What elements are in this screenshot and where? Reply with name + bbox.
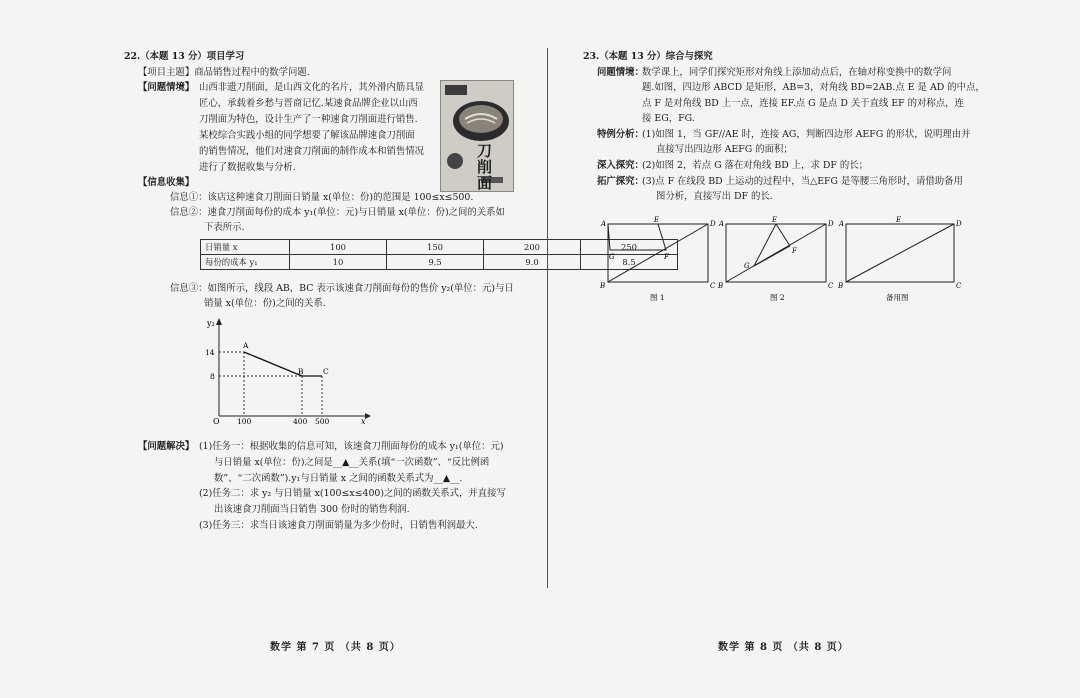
q22-info3-line2: 销量 x(单位：份)之间的关系. [204, 298, 326, 309]
tick-label: 100 [237, 417, 252, 426]
vertex-label: D [710, 220, 716, 228]
table-cell: 日销量 x [201, 240, 290, 255]
vertex-label: C [828, 282, 834, 290]
table-cell: 250 [581, 240, 678, 255]
vertex-label: D [956, 220, 962, 228]
q22-theme: 【项目主题】商品销售过程中的数学问题. [138, 67, 310, 78]
vertex-label: A [839, 220, 845, 228]
q22-task1-line1: (1)任务一：根据收集的信息可知，该速食刀削面每份的成本 y₁(单位：元) [199, 441, 504, 452]
x-axis-label: x [361, 417, 366, 426]
q23-deep-label: 深入探究： [597, 160, 644, 171]
page-footer-right: 数学 第 8 页 （共 8 页） [718, 642, 849, 653]
table-cell: 150 [387, 240, 484, 255]
q22-task1-line2: 与日销量 x(单位：份)之间是__▲__关系(填“一次函数”、“反比例函 [214, 457, 490, 468]
x-axis-arrow-icon [365, 413, 371, 419]
y-axis-arrow-icon [216, 318, 222, 325]
tick-label: 500 [315, 417, 330, 426]
vertex-label: C [956, 282, 962, 290]
vertex-label: B [600, 282, 606, 290]
figure-1 [598, 212, 725, 302]
q22-situation-line: 的销售情况，他们对速食刀削面的制作成本和销售情况 [199, 146, 425, 157]
q22-info3-line1: 信息③：如图所示，线段 AB，BC 表示该速食刀削面每份的售价 y₂(单位：元)与日 [170, 283, 514, 294]
q23-situation-line: 点 F 是对角线 BD 上一点，连接 EF.点 G 是点 D 关于直线 EF 的对称点，连 [642, 98, 964, 109]
q23-situation-line: 接 EG，FG. [642, 113, 695, 124]
q22-situation-line: 山西非遗刀削面，是山西文化的名片，其外滑内筋具显 [199, 82, 425, 93]
q22-situation-line: 刀削面为特色，设计生产了一种速食刀削面进行销售. [199, 114, 418, 125]
product-photo-title: 刀削面 [477, 142, 493, 192]
page-divider [547, 48, 548, 588]
q22-info2-line1: 信息②：速食刀削面每份的成本 y₁(单位：元)与日销量 x(单位：份)之间的关系如 [170, 207, 505, 218]
table-cell: 200 [484, 240, 581, 255]
segment-ab [244, 352, 302, 376]
q23-special-line2: 直接写出四边形 AEFG 的面积； [656, 144, 793, 155]
figure-backup [836, 212, 968, 302]
q22-info2-line2: 下表所示. [204, 222, 245, 233]
vertex-label: F [664, 253, 669, 261]
product-photo [440, 80, 514, 192]
point-a-label: A [243, 341, 249, 350]
figure-2 [716, 212, 840, 302]
page-footer-left: 数学 第 7 页 （共 8 页） [270, 642, 401, 653]
q22-info1: 信息①：该店这种速食刀削面日销量 x(单位：份)的范围是 100≤x≤500. [170, 192, 474, 203]
vertex-label: G [744, 262, 750, 270]
q23-header: 23.（本题 13 分）综合与探究 [583, 51, 713, 62]
vertex-label: A [719, 220, 725, 228]
vertex-label: A [601, 220, 607, 228]
vertex-label: E [772, 216, 778, 224]
q23-situation-line: 题.如图，四边形 ABCD 是矩形，AB=3，对角线 BD=2AB.点 E 是 AD 的中点， [642, 82, 985, 93]
table-cell: 100 [290, 240, 387, 255]
q23-special-label: 特例分析： [597, 129, 644, 140]
price-graph [205, 316, 375, 428]
table-cell: 8.5 [581, 255, 678, 270]
vertex-label: B [838, 282, 844, 290]
q22-task1-line3: 数”、“二次函数”).y₁与日销量 x 之间的函数关系式为__▲__. [214, 473, 463, 484]
q22-task3: (3)任务三：求当日该速食刀削面销量为多少份时，日销售利润最大. [199, 520, 478, 531]
origin-label: O [213, 417, 220, 426]
q22-info-label: 【信息收集】 [138, 177, 195, 188]
q23-expand-line2: 图分析，直接写出 DF 的长. [656, 191, 773, 202]
q22-situation-line: 某校综合实践小组的同学想要了解该品牌速食刀削面 [199, 130, 415, 141]
table-cell: 10 [290, 255, 387, 270]
vertex-label: D [828, 220, 834, 228]
y-axis-label: y₂ [207, 319, 215, 328]
tick-label: 14 [205, 348, 215, 357]
q22-task2-line1: (2)任务二：求 y₂ 与日销量 x(100≤x≤400)之间的函数关系式，并直接写 [199, 488, 506, 499]
figure-caption: 图 1 [650, 293, 665, 302]
vertex-label: C [710, 282, 716, 290]
q22-situation-line: 匠心，承载着乡愁与晋商记忆.某速食品牌企业以山西 [199, 98, 418, 109]
table-cell: 每份的成本 y₁ [201, 255, 290, 270]
point-c-label: C [323, 367, 329, 376]
vertex-label: F [792, 247, 797, 255]
figure-caption: 备用图 [886, 293, 909, 302]
q22-solve-label: 【问题解决】 [138, 441, 195, 452]
q23-situation-label: 问题情境： [597, 67, 644, 78]
q22-task2-line2: 出该速食刀削面当日销售 300 份时的销售利润. [214, 504, 410, 515]
point-b-label: B [298, 367, 304, 376]
q22-header: 22.（本题 13 分）项目学习 [124, 51, 245, 62]
q22-situation-label: 【问题情境】 [138, 82, 195, 93]
q23-deep: (2)如图 2，若点 G 落在对角线 BD 上，求 DF 的长； [642, 160, 869, 171]
tick-label: 8 [210, 372, 215, 381]
vertex-label: E [654, 216, 660, 224]
q23-expand-line1: (3)点 F 在线段 BD 上运动的过程中，当△EFG 是等腰三角形时，请借助备用 [642, 176, 963, 187]
q23-situation-line: 数学课上，同学们探究矩形对角线上添加动点后，在轴对称变换中的数学问 [642, 67, 952, 78]
tick-label: 400 [293, 417, 308, 426]
figure-caption: 图 2 [770, 293, 785, 302]
vertex-label: G [609, 253, 615, 261]
q22-situation-line: 进行了数据收集与分析. [199, 162, 296, 173]
q23-special-line1: (1)如图 1，当 GF//AE 时，连接 AG，判断四边形 AEFG 的形状，说明理由并 [642, 129, 971, 140]
table-cell: 9.0 [484, 255, 581, 270]
q23-expand-label: 拓广探究： [597, 176, 644, 187]
vertex-label: B [718, 282, 724, 290]
table-cell: 9.5 [387, 255, 484, 270]
vertex-label: E [896, 216, 902, 224]
